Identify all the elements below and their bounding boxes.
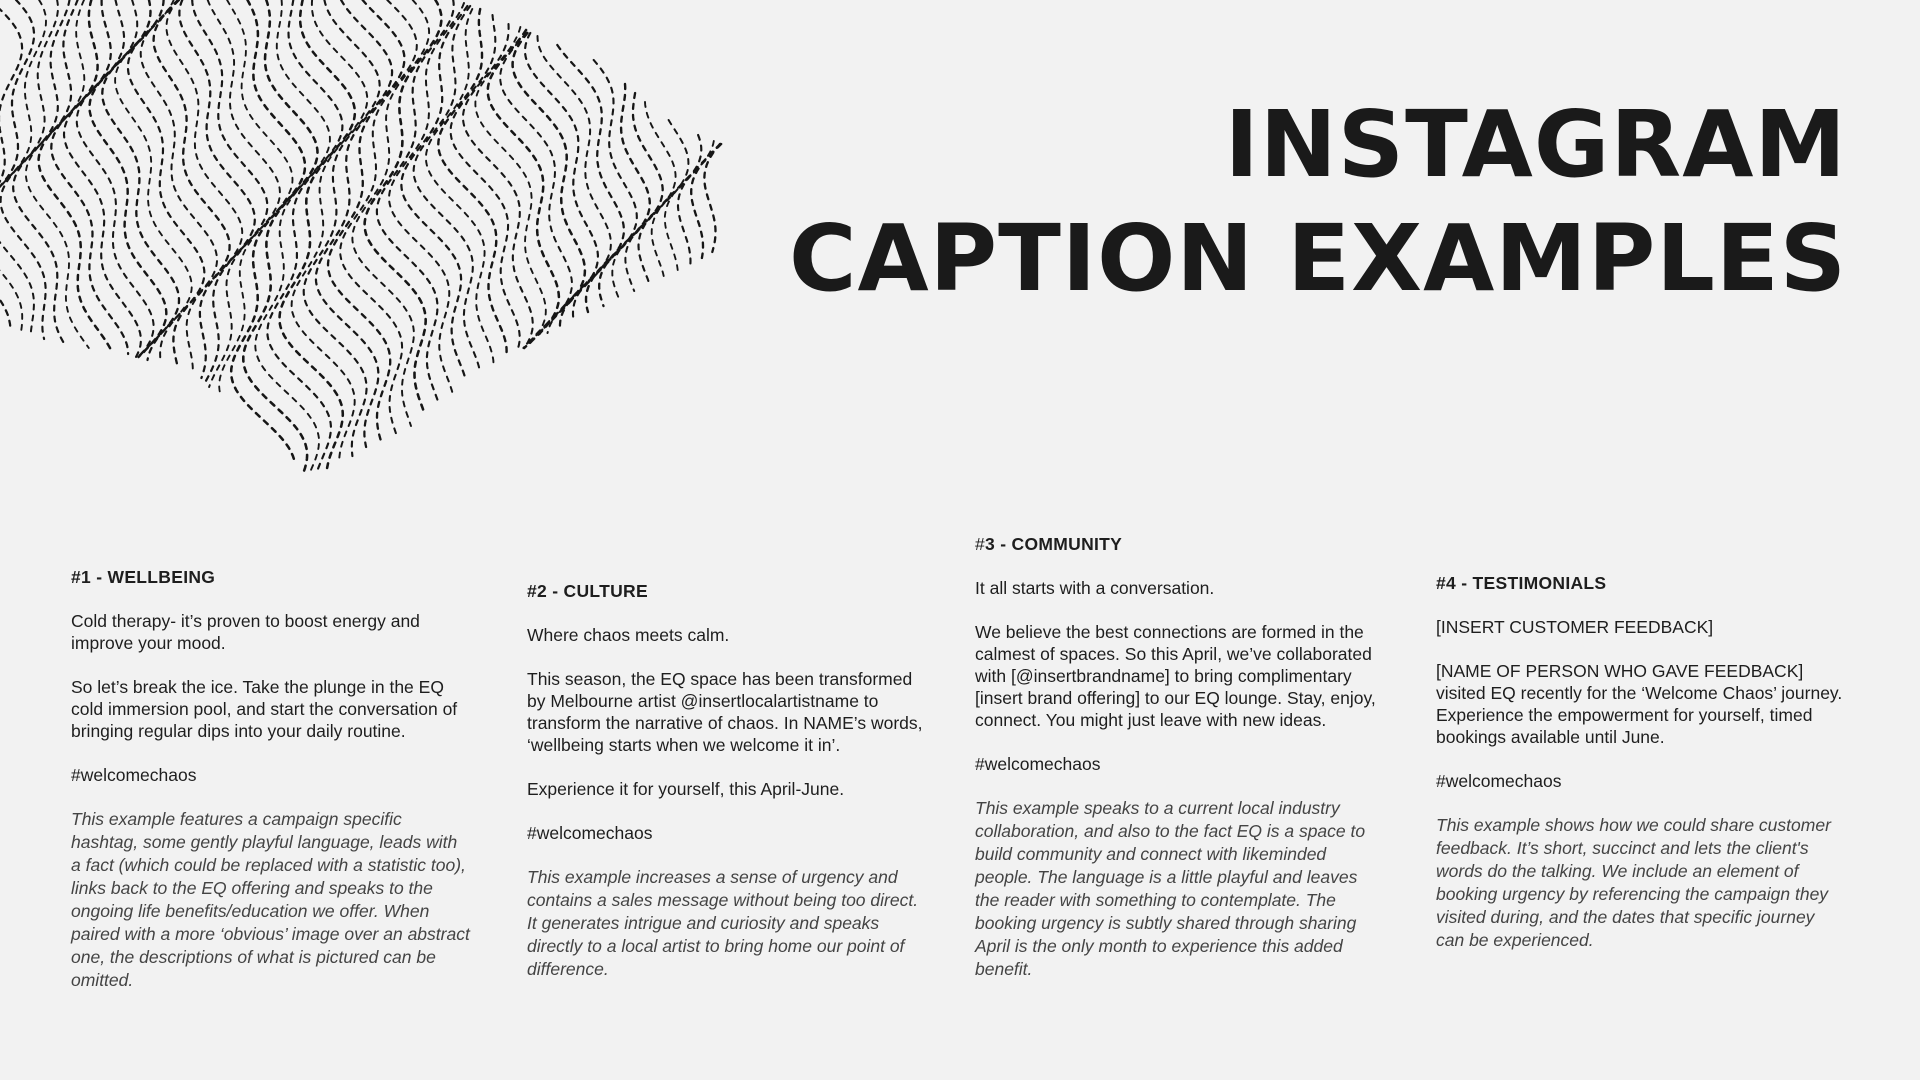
section-heading [975, 533, 1385, 555]
wave-line [77, 0, 154, 357]
example-note: This example shows how we could share customer feedback. It’s short, succinct and lets the client's words do the talking. We include an element of booking urgency by referencing the campaign they visited during, and the dates that specific journey can be experienced. [1436, 815, 1831, 950]
wave-line [13, 0, 77, 342]
wave-line [704, 144, 720, 252]
caption-line: Experience it for yourself, this April-June. [527, 779, 845, 799]
wave-line [414, 6, 480, 372]
caption-paragraph: [NAME OF PERSON WHO GAVE FEEDBACK] visited EQ recently for the ‘Welcome Chaos’ journey. Experience the empowerment for yourself, timed bookings available until June. [1436, 661, 1843, 747]
hashtag: #welcomechaos [527, 823, 653, 843]
caption-example-community [975, 533, 1385, 981]
example-note: This example features a campaign specific hashtag, some gently playful language, leads with a fact (which could be replaced with a statistic too), links back to the EQ offering and speaks to the ongoing life benefits/education we offer. When paired with a more ‘obvious’ image over an abstract one, the descriptions of what is pictured can be omitted. [71, 809, 470, 990]
caption-paragraph: We believe the best connections are formed in the calmest of spaces. So this April, we’ve collaborated with [@insertbrandname] to bring complimentary [insert brand offering] to our EQ lounge. Stay, enjoy, connect. You might just leave with new ideas. [975, 622, 1376, 730]
wave-line [573, 60, 637, 318]
section-heading: #4 - TESTIMONIALS [1436, 573, 1607, 593]
caption-paragraph: So let’s break the ice. Take the plunge in the EQ cold immersion pool, and start the conversation of bringing regular dips into your daily routine. [71, 677, 458, 741]
hashtag: #welcomechaos [1436, 771, 1562, 791]
wave-line [0, 0, 22, 327]
wave-line [599, 93, 663, 306]
wave-line [179, 0, 254, 378]
caption-example-culture [527, 580, 927, 981]
caption-line: Where chaos meets calm. [527, 625, 730, 645]
wave-line [463, 24, 533, 348]
caption-example-wellbeing [71, 566, 471, 992]
title-line-1: INSTAGRAM [1224, 91, 1847, 198]
wave-line [365, 0, 442, 414]
section-heading: #1 - WELLBEING [71, 567, 216, 587]
wave-line [639, 135, 702, 282]
wave-line [586, 84, 650, 312]
heading-hash: # [975, 534, 986, 554]
wave-pattern-graphic [0, 0, 840, 490]
caption-line: Cold therapy- it’s proven to boost energy and improve your mood. [71, 611, 420, 653]
wave-line [488, 30, 559, 348]
wave-line [0, 0, 58, 336]
example-note: This example increases a sense of urgency and contains a sales message without being too direct. It generates intrigue and curiosity and speaks directly to a local artist to bring home our point of difference. [527, 867, 919, 979]
wave-line [304, 0, 380, 456]
wave-line [39, 0, 112, 351]
caption-line: It all starts with a conversation. [975, 578, 1215, 598]
caption-line: [INSERT CUSTOMER FEEDBACK] [1436, 617, 1714, 637]
heading-text: 3 - COMMUNITY [985, 534, 1123, 554]
caption-example-testimonials [1436, 572, 1846, 952]
title-line-2: CAPTION EXAMPLES [788, 205, 1847, 312]
hashtag: #welcomechaos [71, 765, 197, 785]
example-note: This example speaks to a current local industry collaboration, and also to the fact EQ is a space to build community and connect with likeminded people. The language is a little playful and leaves the reader with something to contemplate. The booking urgency is subtly shared through sharing April is the only month to experience this added benefit. [975, 798, 1366, 979]
page-title [789, 88, 1847, 316]
caption-paragraph: This season, the EQ space has been transformed by Melbourne artist @insertlocalartistname to transform the narrative of chaos. In NAME’s words, ‘wellbeing starts when we welcome it in’. [527, 669, 923, 755]
section-heading: #2 - CULTURE [527, 581, 648, 601]
wave-line [141, 0, 217, 363]
hashtag: #welcomechaos [975, 754, 1101, 774]
